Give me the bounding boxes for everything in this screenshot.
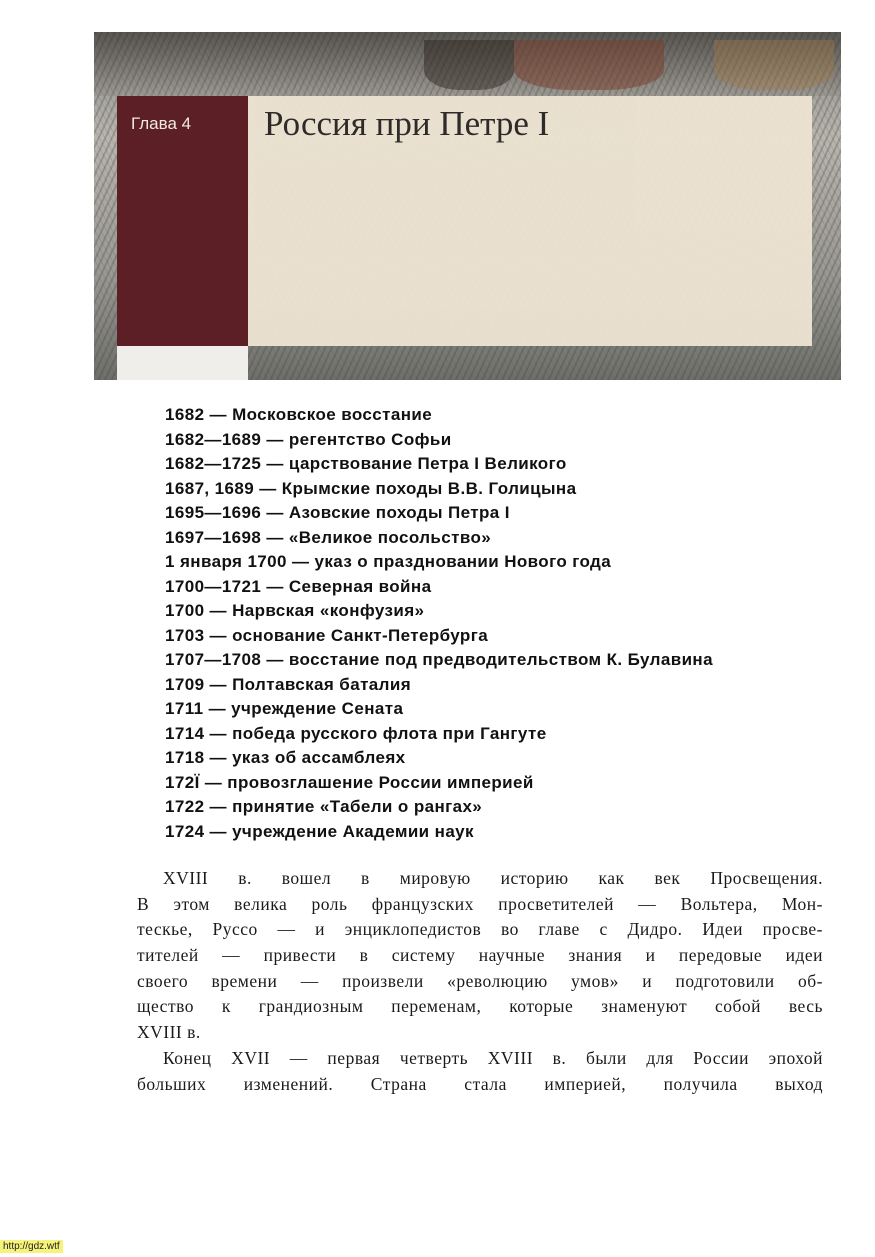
chapter-title: Россия при Петре I [264,104,550,143]
timeline-item: 1707—1708 — восстание под предводительством К. Булавина [165,650,713,669]
timeline-item: 1 января 1700 — указ о праздновании Нового года [165,552,612,571]
text-line: тескье, Руссо — и энциклопедистов во главе с Дидро. Идеи просве- [137,919,823,940]
timeline-item: 1682—1725 — царствование Петра I Великого [165,454,567,473]
timeline-item: 172Ї — провозглашение России империей [165,772,534,792]
timeline-item: 1682—1689 — регентство Софьи [165,429,452,449]
timeline-item: 1695—1696 — Азовские походы Петра I [165,503,510,522]
chapter-label-block [117,96,248,346]
decorative-block [117,346,248,380]
timeline-item: 1700—1721 — Северная война [165,576,432,596]
text-line: больших изменений. Страна стала империей, получила выход [137,1073,823,1094]
text-line: XVIII в. [137,1022,201,1043]
chapter-number: Глава 4 [131,114,192,133]
text-line: В этом велика роль французских просветителей — Вольтера, Мон- [137,893,823,914]
timeline-item: 1703 — основание Санкт-Петербурга [165,625,489,645]
timeline-item: 1682 — Московское восстание [165,405,433,424]
timeline-item: 1711 — учреждение Сената [165,699,404,718]
timeline-item: 1687, 1689 — Крымские походы В.В. Голицына [165,478,577,498]
text-line: щество к грандиозным переменам, которые знаменуют собой весь [137,996,823,1017]
timeline-item: 1714 — победа русского флота при Гангуте [165,723,547,743]
timeline-item: 1722 — принятие «Табели о рангах» [165,797,483,816]
timeline-list [165,403,713,844]
timeline-item: 1700 — Нарвская «конфузия» [165,601,425,620]
timeline-item: 1709 — Полтавская баталия [165,674,412,694]
text-line: своего времени — произвели «революцию умов» и подготовили об- [137,970,823,991]
text-line: Конец XVII — первая четверть XVIII в. были для России эпохой [163,1047,823,1068]
body-text [137,866,823,1097]
timeline-item: 1724 — учреждение Академии наук [165,821,474,841]
timeline-item: 1718 — указ об ассамблеях [165,748,406,767]
ships-engraving [94,32,841,96]
chapter-banner [94,32,841,380]
text-line: тителей — привести в систему научные знания и передовые идеи [137,945,823,966]
watermark-link[interactable]: http://gdz.wtf [0,1240,63,1253]
timeline-item: 1697—1698 — «Великое посольство» [165,527,492,547]
text-line: XVIII в. вошел в мировую историю как век Просвещения. [163,868,823,888]
title-panel [248,96,812,346]
